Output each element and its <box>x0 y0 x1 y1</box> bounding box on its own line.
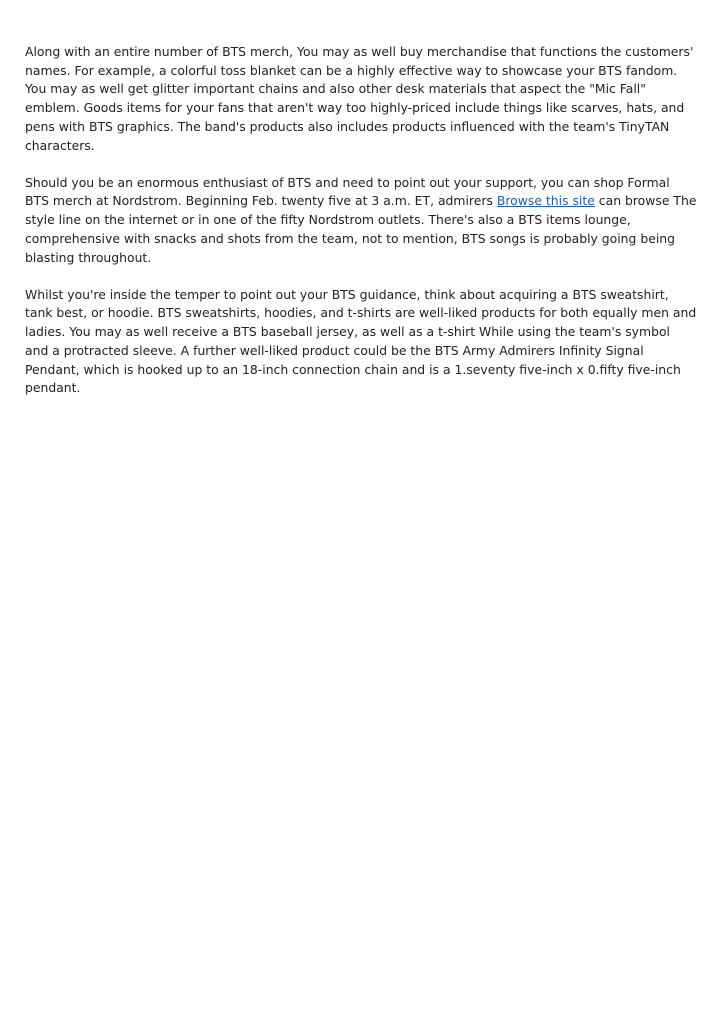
paragraph-merch-overview: Along with an entire number of BTS merch, You may as well buy merchandise that functions the customers' names. For example, a colorful toss blanket can be a highly effective way to showcase your BTS fandom. You may as well get glitter important chains and also other desk materials that aspect the "Mic Fall" emblem. Goods items for your fans that aren't way too highly-priced include things like scarves, hats, and pens with BTS graphics. The band's products also includes products influenced with the team's TinyTAN characters. <box>25 44 694 153</box>
paragraph-nordstrom <box>25 174 697 268</box>
paragraph-apparel: Whilst you're inside the temper to point out your BTS guidance, think about acquiring a BTS sweatshirt, tank best, or hoodie. BTS sweatshirts, hoodies, and t-shirts are well-liked products for both equally men and ladies. You may as well receive a BTS baseball jersey, as well as a t-shirt While using the team's symbol and a protracted sleeve. A further well-liked product could be the BTS Army Admirers Infinity Signal Pendant, which is hooked up to an 18-inch connection chain and is a 1.seventy five-inch x 0.fifty five-inch pendant. <box>25 286 697 396</box>
document-body <box>25 43 697 416</box>
browse-site-link[interactable]: Browse this site <box>496 193 595 209</box>
paragraph-nordstrom-text-after: can browse The style line on the internet or in one of the fifty Nordstrom outlets. There's also a BTS items lounge, comprehensive with snacks and shots from the team, not to mention, BTS songs is probably going being blasting throughout. <box>25 193 697 265</box>
paragraph-nordstrom-text-before: Should you be an enormous enthusiast of BTS and need to point out your support, you can shop Formal BTS merch at Nordstrom. Beginning Feb. twenty five at 3 a.m. ET, admirers <box>25 174 670 209</box>
